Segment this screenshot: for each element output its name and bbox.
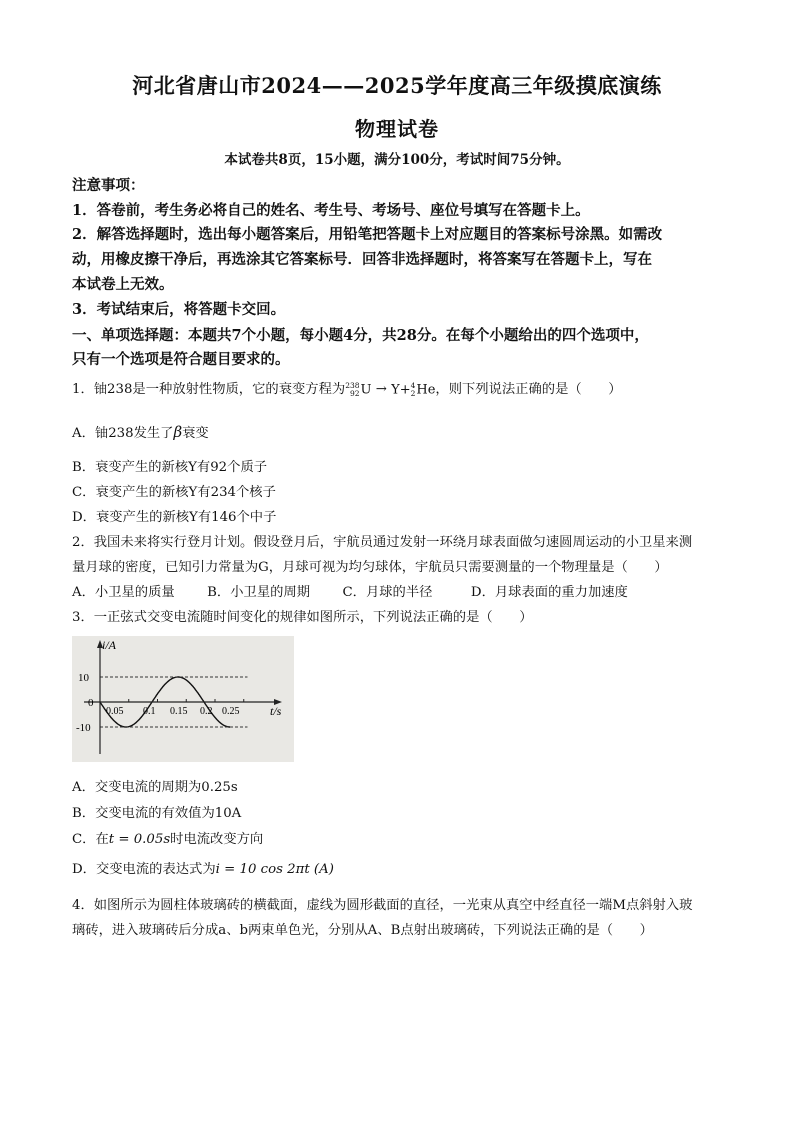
q2-stem-1: 2．我国未来将实行登月计划。假设登月后，宇航员通过发射一环绕月球表面做匀速圆周运动的小卫星来测 <box>72 535 693 550</box>
q2-option-b: B．小卫星的周期 <box>207 585 311 600</box>
note-3: 3．考试结束后，将答题卡交回。 <box>72 301 286 318</box>
q4-stem-1: 4．如图所示为圆柱体玻璃砖的横截面，虚线为圆形截面的直径，一光束从真空中经直径一端M点斜射入玻 <box>72 898 693 913</box>
y-tick-positive: 10 <box>78 672 89 684</box>
x-tick-label: 0.05 <box>106 706 124 717</box>
uranium-nuclide: 238 92 U <box>345 380 372 398</box>
x-tick-label: 0.15 <box>170 706 188 717</box>
note-1: 1．答卷前，考生务必将自己的姓名、考生号、考场号、座位号填写在答题卡上。 <box>72 202 590 219</box>
exam-subject: 物理试卷 <box>355 117 439 141</box>
q1-option-c: C．衰变产生的新核Y有234个核子 <box>72 485 276 500</box>
helium-nuclide: Y+ 4 2 He <box>391 380 436 398</box>
q3-option-b: B．交变电流的有效值为10A <box>72 806 242 821</box>
q2-stem-2: 量月球的密度，已知引力常量为G，月球可视为均匀球体，宇航员只需要测量的一个物理量是（ ） <box>72 560 668 575</box>
q1-option-d: D．衰变产生的新核Y有146个中子 <box>72 510 277 525</box>
q2-option-d: D．月球表面的重力加速度 <box>470 585 628 600</box>
section-1-heading: 一、单项选择题：本题共7个小题，每小题4分，共28分。在每个小题给出的四个选项中， <box>72 327 649 344</box>
x-axis-label: t/s <box>270 704 282 718</box>
y-tick-negative: -10 <box>76 722 91 734</box>
origin-label: 0 <box>88 697 94 709</box>
q4-stem-2: 璃砖，进入玻璃砖后分成a、b两束单色光，分别从A、B点射出玻璃砖，下列说法正确的是（ ） <box>72 923 653 938</box>
q2-option-c: C．月球的半径 <box>342 585 433 600</box>
q3-option-d: D．交变电流的表达式为i = 10 cos 2πt (A) <box>72 862 334 877</box>
q1-option-a: A．铀238发生了β衰变 <box>72 423 209 441</box>
q3-option-a: A．交变电流的周期为0.25s <box>72 780 238 795</box>
q2-option-a: A．小卫星的质量 <box>72 585 175 600</box>
note-2-line-1: 2．解答选择题时，选出每小题答案后，用铅笔把答题卡上对应题目的答案标号涂黑。如需改 <box>72 226 663 243</box>
current-time-graph <box>72 636 294 762</box>
x-tick-label: 0.2 <box>200 706 213 717</box>
arrow: → <box>375 382 387 397</box>
q2-options <box>72 581 732 600</box>
x-tick-label: 0.25 <box>222 706 240 717</box>
q1-stem: 1．铀238是一种放射性物质，它的衰变方程为 238 92 U → Y+ 4 2 He，则下列说法正确的是（ ） <box>72 380 622 398</box>
q1-option-b: B．衰变产生的新核Y有92个质子 <box>72 460 268 475</box>
exam-info: 本试卷共8页，15小题，满分100分，考试时间75分钟。 <box>224 152 570 168</box>
q3-stem: 3．一正弦式交变电流随时间变化的规律如图所示，下列说法正确的是（ ） <box>72 610 533 625</box>
note-2-line-3: 本试卷上无效。 <box>72 276 174 293</box>
y-axis-label: i/A <box>102 638 116 652</box>
x-tick-label: 0.1 <box>143 706 156 717</box>
current-chart-svg <box>72 636 294 762</box>
exam-title: 河北省唐山市2024——2025学年度高三年级摸底演练 <box>132 73 662 98</box>
notes-heading: 注意事项： <box>72 177 145 194</box>
section-1-heading-2: 只有一个选项是符合题目要求的。 <box>72 351 290 368</box>
note-2-line-2: 动，用橡皮擦干净后，再选涂其它答案标号．回答非选择题时，将答案写在答题卡上，写在 <box>72 251 652 268</box>
q3-option-c: C．在t = 0.05s时电流改变方向 <box>72 832 264 847</box>
